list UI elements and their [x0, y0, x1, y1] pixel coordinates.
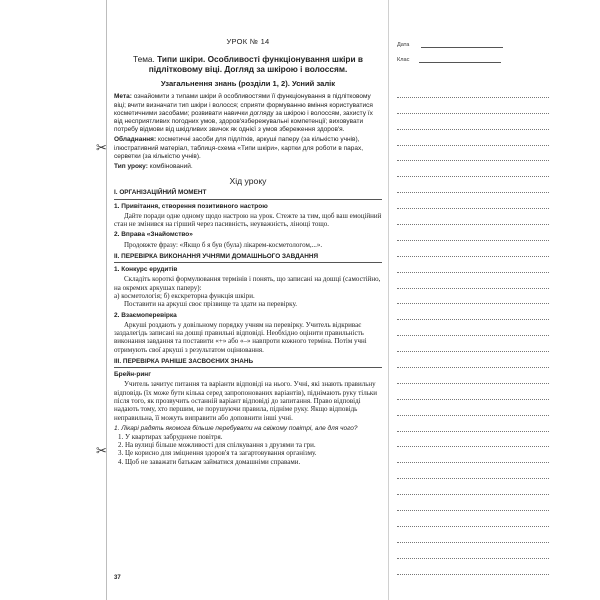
equipment-text: косметичні засоби для підлітків, аркуші паперу (за кількістю учнів), ілюстративний матеріал, таблиця-схема «Типи шкіри», картки для роботи в парах, серветки (за кількістю учнів). — [114, 136, 364, 160]
note-line[interactable] — [397, 432, 549, 448]
paragraph: Дайте поради одне одному щодо настрою на урок. Стежте за тим, щоб ваш емоційний стан не змінився на гірший через пасивність, неуважність, лінощі тощо. — [114, 211, 382, 229]
note-line[interactable] — [397, 257, 549, 273]
note-line[interactable] — [397, 304, 549, 320]
section-heading-2: II. ПЕРЕВІРКА ВИКОНАННЯ УЧНЯМИ ДОМАШНЬОГО ЗАВДАННЯ — [114, 253, 382, 263]
answer-option: 2. На вулиці більше можливості для спілкування з друзями та гри. — [118, 441, 316, 450]
note-line[interactable] — [397, 193, 549, 209]
paragraph: Поставити на аркуші своє прізвище та здати на перевірку. — [124, 300, 298, 309]
note-line[interactable] — [397, 320, 549, 336]
lesson-objective — [114, 93, 382, 134]
paragraph: Учитель зачитує питання та варіанти відповіді на нього. Учні, які знають правильну відповідь (їх може бути кілька серед запропонованих варіантів), піднімають руку тільки після того, як прозвучить останній варіант відповіді до запитання. Право відповіді надають тому, хто першим, не порушуючи правила, підніме руку. Якщо відповідь неправильна, її можуть виправити або доповнити інші учні. — [114, 380, 378, 422]
note-line[interactable] — [397, 114, 549, 130]
section-heading-1: I. ОРГАНІЗАЦІЙНИЙ МОМЕНТ — [114, 189, 382, 199]
note-line[interactable] — [397, 416, 549, 432]
notes-lines[interactable] — [397, 82, 549, 575]
note-line[interactable] — [397, 384, 549, 400]
lesson-topic — [114, 54, 382, 74]
note-line[interactable] — [397, 559, 549, 575]
note-line[interactable] — [397, 400, 549, 416]
paragraph: Аркуші роздають у довільному порядку учням на перевірку. Учитель відкриває заздалегідь записані на дошці правильні відповіді. Необхідно оцінити правильність виконання завдання та поставити «+» або «–» навпроти кожного терміна. Потім учні отримують свої аркуші з результатом оцінювання. — [114, 320, 367, 354]
answer-option: 3. Це корисно для зміцнення здоров'я та загартовування організму. — [118, 449, 317, 458]
class-line[interactable] — [419, 62, 501, 63]
subsection-heading: 1. Привітання, створення позитивного настрою — [114, 202, 268, 210]
note-line[interactable] — [397, 289, 549, 305]
note-line[interactable] — [397, 209, 549, 225]
date-line[interactable] — [421, 47, 503, 48]
note-line[interactable] — [397, 495, 549, 511]
note-line[interactable] — [397, 527, 549, 543]
subsection-heading: 2. Взаємоперевірка — [114, 311, 177, 319]
lesson-equipment — [114, 136, 382, 161]
objective-text: ознайомити з типами шкіри й особливостями її функціонування в підлітковому віці; вчити визначати тип шкіри і волосся; сприяти формуванню вміння користуватися косметичними засобами; розвивати навички догляду за шкірою і волоссям, захисту їх від несприятливих погодних умов, здоров'язбережувальні компетенції; виховувати потребу відмови від шкідливих звичок як однієї з умов збереження здоров'я. — [114, 93, 373, 134]
note-line[interactable] — [397, 130, 549, 146]
note-line[interactable] — [397, 447, 549, 463]
lesson-subtitle: Узагальнення знань (розділи 1, 2). Усний залік — [160, 79, 336, 89]
class-label: Клас — [397, 57, 410, 63]
section-heading-3: III. ПЕРЕВІРКА РАНІШЕ ЗАСВОЄНИХ ЗНАНЬ — [114, 358, 382, 368]
answer-option: 4. Щоб не заважати батькам займатися домашніми справами. — [118, 457, 301, 466]
note-line[interactable] — [397, 336, 549, 352]
type-text: комбінований. — [149, 163, 193, 171]
note-line[interactable] — [397, 82, 549, 98]
margin-divider — [388, 0, 389, 600]
subsection-heading: 1. Конкурс ерудитів — [114, 266, 178, 274]
note-line[interactable] — [397, 352, 549, 368]
lesson-type — [114, 163, 382, 171]
note-line[interactable] — [397, 225, 549, 241]
topic-label: Тема. — [133, 54, 155, 65]
date-field — [397, 42, 503, 48]
lesson-number: УРОК № 14 — [226, 37, 270, 46]
paragraph: Продовжте фразу: «Якщо б я був (була) лікарем-косметологом,...». — [124, 240, 323, 249]
type-label: Тип уроку: — [114, 163, 148, 171]
paragraph: а) косметологія; б) екскреторна функція шкіри. — [114, 291, 255, 300]
note-line[interactable] — [397, 479, 549, 495]
paragraph: Складіть короткі формулювання термінів і понять, що записані на дошці (самостійно, на окремих аркушах паперу): — [114, 275, 381, 292]
answer-option: 1. У квартирах забруднене повітря. — [118, 433, 223, 442]
subsection-heading: Брейн-ринг — [114, 371, 151, 379]
note-line[interactable] — [397, 511, 549, 527]
date-label: Дата — [397, 42, 410, 48]
topic-text: Типи шкіри. Особливості функціонування шкіри в підлітковому віці. Догляд за шкірою і волоссям. — [148, 54, 363, 75]
page-number: 37 — [114, 575, 121, 581]
note-line[interactable] — [397, 98, 549, 114]
cut-line — [106, 0, 107, 600]
note-line[interactable] — [397, 146, 549, 162]
class-field — [397, 57, 501, 63]
note-line[interactable] — [397, 463, 549, 479]
course-title: Хід уроку — [229, 176, 267, 187]
subsection-heading: 2. Вправа «Знайомство» — [114, 231, 193, 239]
note-line[interactable] — [397, 273, 549, 289]
note-line[interactable] — [397, 161, 549, 177]
equipment-label: Обладнання: — [114, 136, 157, 144]
question: 1. Лікарі радять якомога більше перебувати на свіжому повітрі, але для чого? — [114, 424, 358, 432]
objective-label: Мета: — [114, 93, 132, 101]
note-line[interactable] — [397, 368, 549, 384]
scissors-icon: ✂ — [96, 443, 107, 458]
note-line[interactable] — [397, 241, 549, 257]
note-line[interactable] — [397, 177, 549, 193]
note-line[interactable] — [397, 543, 549, 559]
lesson-content — [114, 38, 382, 466]
scissors-icon: ✂ — [96, 140, 107, 155]
